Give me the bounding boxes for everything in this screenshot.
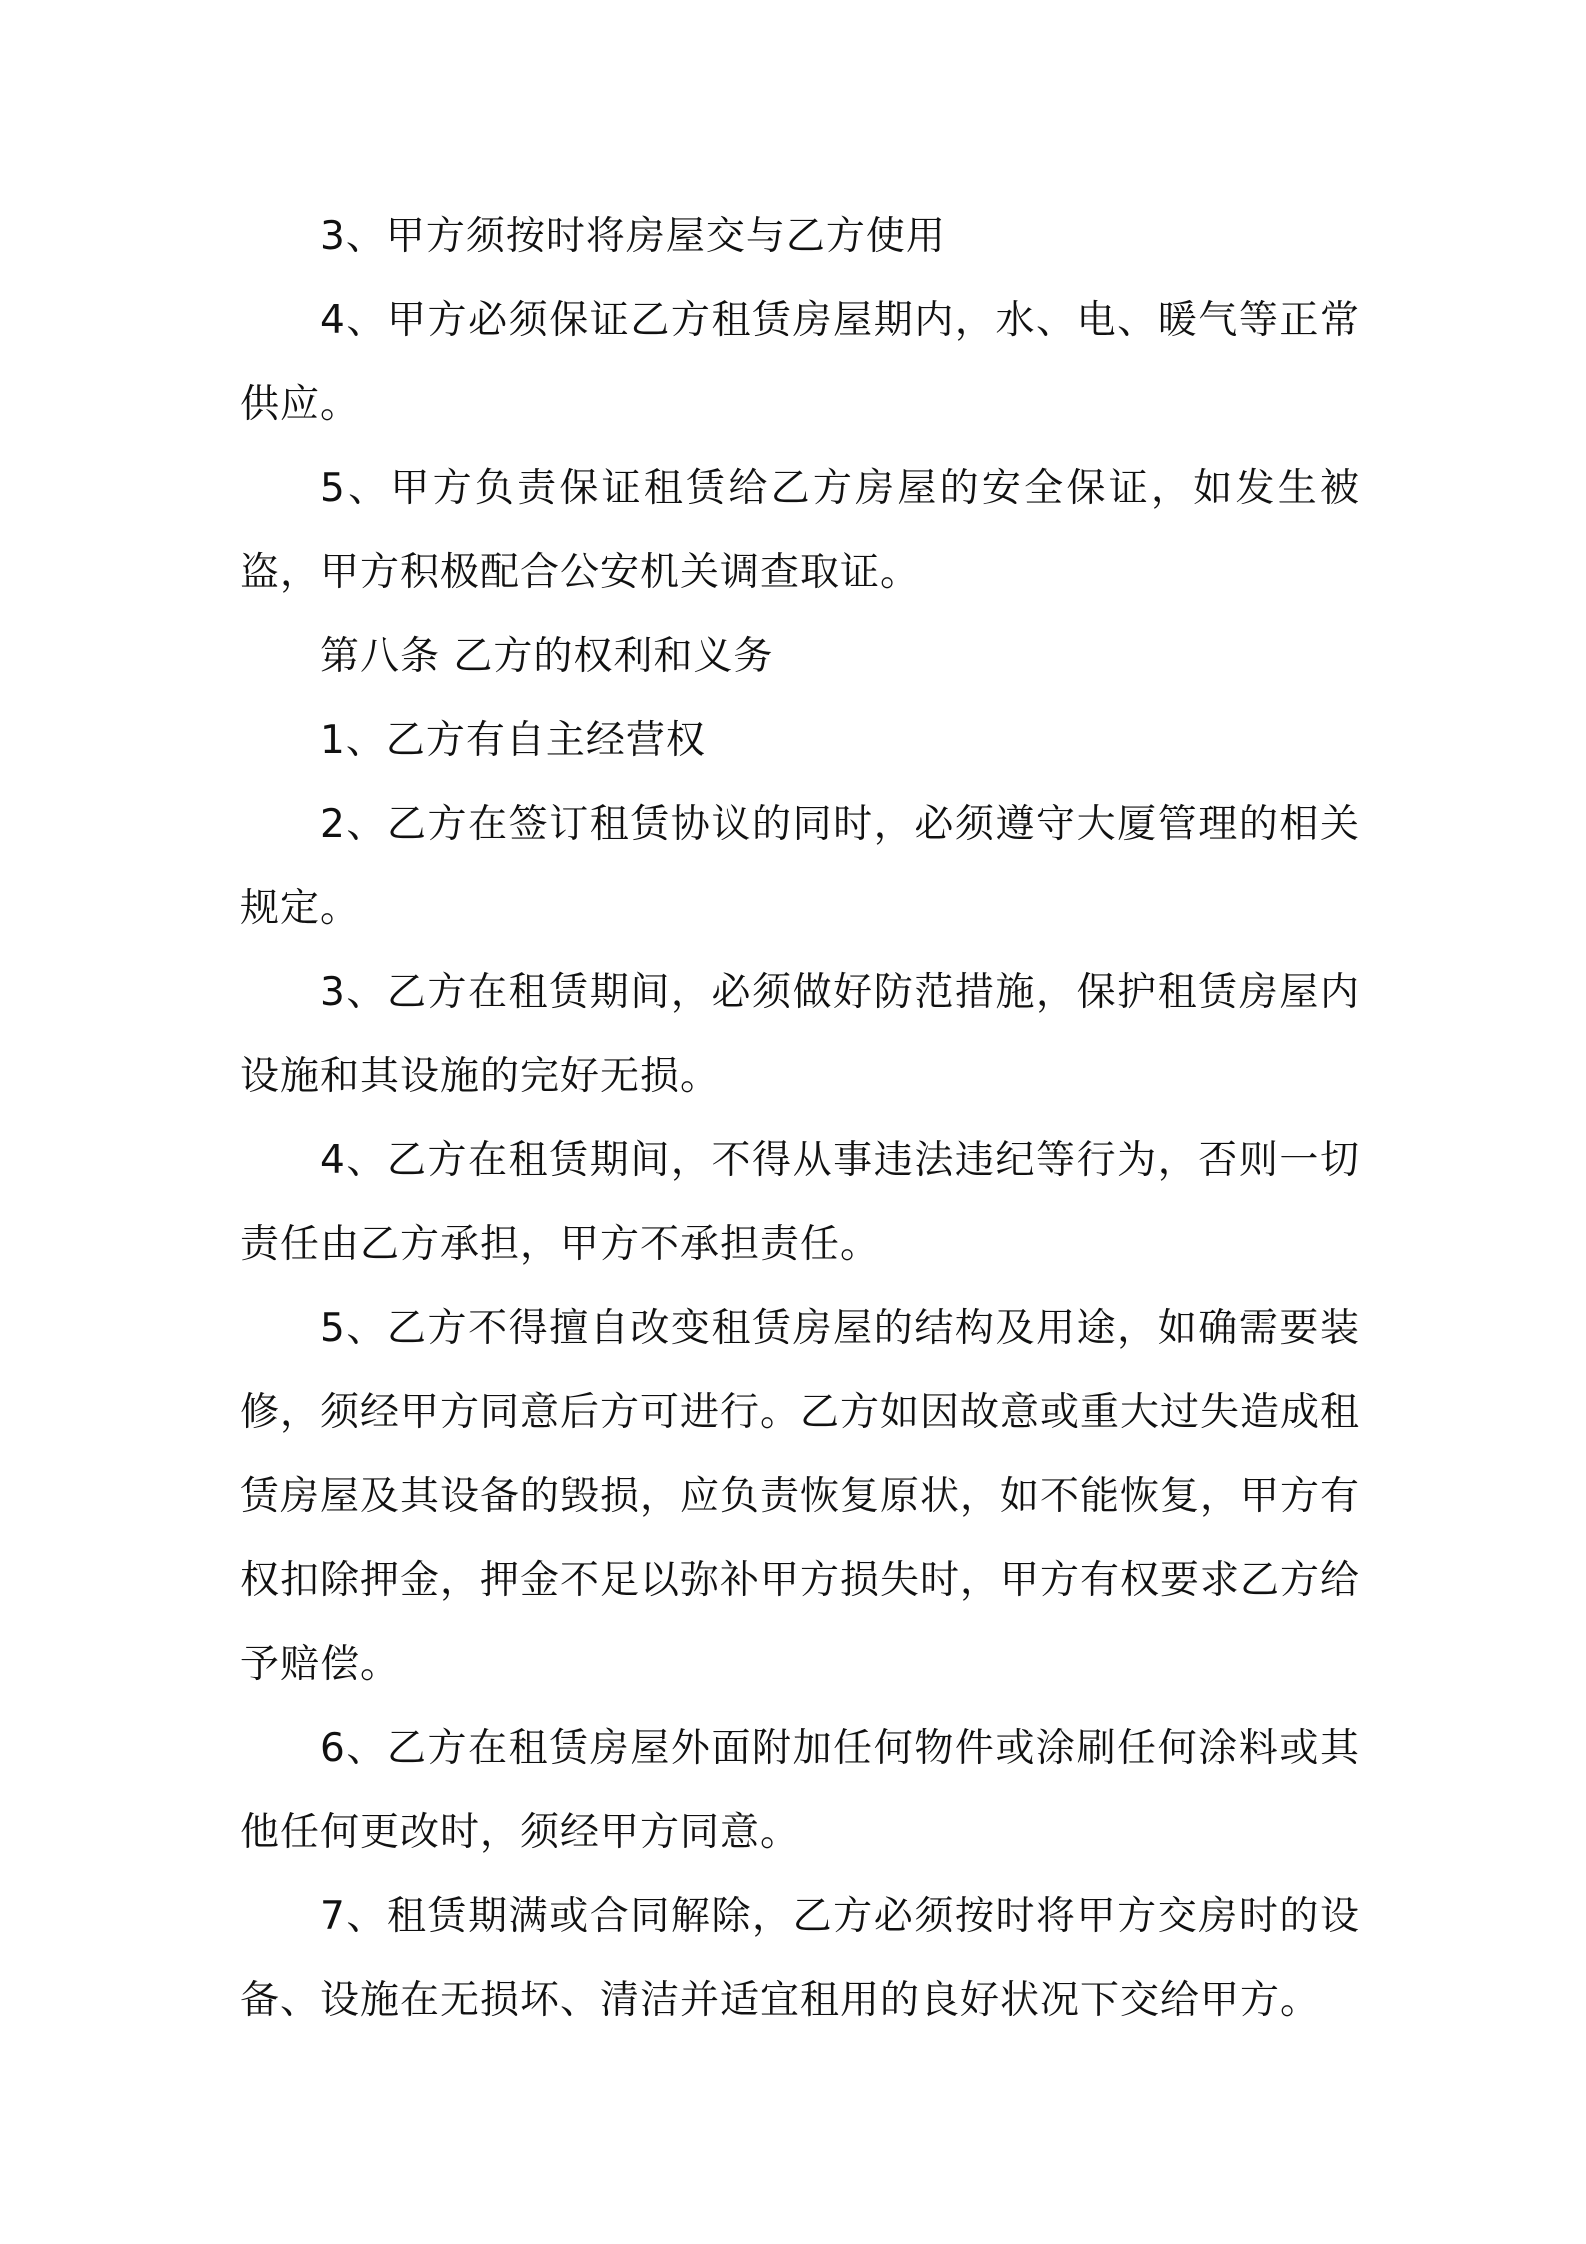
article-8-heading: 第八条 乙方的权利和义务 [320,634,774,679]
clause-tenant-6: 6、乙方在租赁房屋外面附加任何物件或涂刷任何涂料或其他任何更改时，须经甲方同意。 [240,1726,1360,1855]
clause-tenant-1: 1、乙方有自主经营权 [320,718,706,763]
clause-tenant-2: 2、乙方在签订租赁协议的同时，必须遵守大厦管理的相关规定。 [240,802,1360,931]
clause-landlord-4: 4、甲方必须保证乙方租赁房屋期内，水、电、暖气等正常供应。 [240,298,1360,427]
clause-tenant-5: 5、乙方不得擅自改变租赁房屋的结构及用途，如确需要装修，须经甲方同意后方可进行。乙方如因故意或重大过失造成租赁房屋及其设备的毁损，应负责恢复原状，如不能恢复，甲方有权扣除押金，押金不足以弥补甲方损失时，甲方有权要求乙方给予赔偿。 [240,1306,1361,1687]
document-body [240,195,1360,2043]
clause-landlord-5: 5、甲方负责保证租赁给乙方房屋的安全保证，如发生被盗，甲方积极配合公安机关调查取证。 [240,466,1360,595]
clause-tenant-3: 3、乙方在租赁期间，必须做好防范措施，保护租赁房屋内设施和其设施的完好无损。 [240,970,1360,1099]
clause-landlord-3: 3、甲方须按时将房屋交与乙方使用 [320,214,946,259]
clause-tenant-7: 7、租赁期满或合同解除，乙方必须按时将甲方交房时的设备、设施在无损坏、清洁并适宜租用的良好状况下交给甲方。 [240,1894,1360,2023]
clause-tenant-4: 4、乙方在租赁期间，不得从事违法违纪等行为，否则一切责任由乙方承担，甲方不承担责任。 [240,1138,1360,1267]
